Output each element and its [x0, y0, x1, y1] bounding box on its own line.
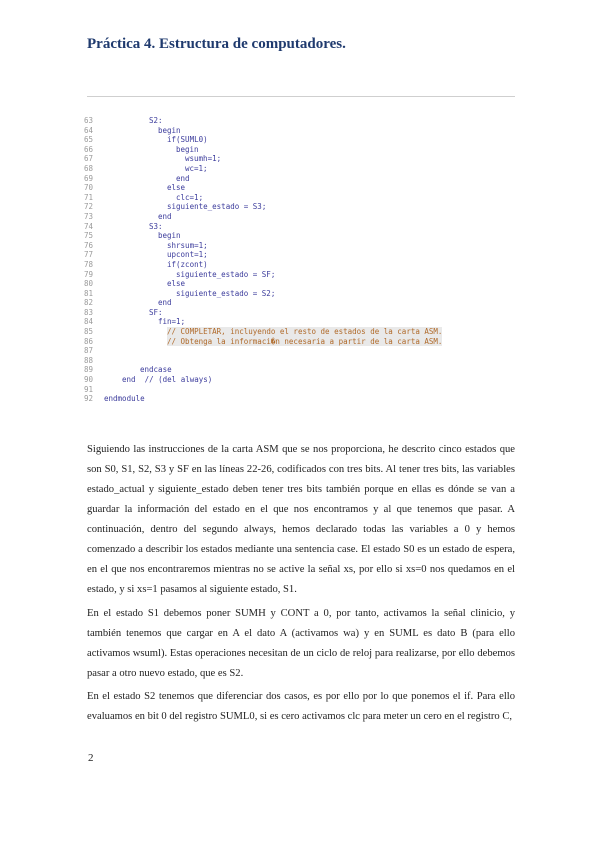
- code-line: [84, 327, 514, 337]
- code-text: SF:: [149, 307, 163, 317]
- code-line: [84, 116, 514, 126]
- line-number: 73: [84, 211, 94, 221]
- code-listing: [84, 116, 514, 404]
- code-text: endcase: [140, 365, 172, 375]
- code-text: S2:: [149, 116, 163, 125]
- code-text: if(SUML0): [167, 135, 208, 145]
- body-paragraph-3: En el estado S2 tenemos que diferenciar dos casos, es por ello por lo que ponemos el if. Para ello evaluamos en bit 0 del registro SUML0, si es cero activamos clc para meter un cero en el registro C,: [87, 691, 515, 722]
- code-line: [84, 250, 514, 260]
- line-number: 85: [84, 327, 94, 337]
- code-line: [84, 241, 514, 251]
- code-line: [84, 183, 514, 193]
- code-text: else: [167, 183, 186, 193]
- code-line: [84, 375, 514, 385]
- code-text: begin: [158, 231, 181, 241]
- code-line: [84, 202, 514, 212]
- line-number: 63: [84, 116, 94, 125]
- code-line: [84, 164, 514, 174]
- line-number: 79: [84, 269, 94, 279]
- code-text: fin=1;: [158, 317, 186, 327]
- code-line: [84, 317, 514, 327]
- line-number: 87: [84, 346, 94, 356]
- code-line: [84, 270, 514, 280]
- line-number: 68: [84, 163, 94, 173]
- code-text: shrsum=1;: [167, 240, 208, 250]
- line-number: 72: [84, 202, 94, 212]
- code-line: [84, 279, 514, 289]
- line-number: 64: [84, 125, 94, 135]
- code-line: [84, 231, 514, 241]
- line-number: 89: [84, 365, 94, 375]
- line-number: 69: [84, 173, 94, 183]
- line-number: 78: [84, 259, 94, 269]
- line-number: 65: [84, 135, 94, 145]
- code-line: [84, 308, 514, 318]
- page-number: 2: [88, 752, 94, 764]
- code-text: wc=1;: [185, 163, 208, 173]
- code-line: [84, 346, 514, 356]
- line-number: 77: [84, 250, 94, 260]
- code-text: end: [176, 173, 190, 183]
- code-line: [84, 385, 514, 395]
- code-text: siguiente_estado = S3;: [167, 202, 267, 212]
- line-number: 80: [84, 279, 94, 289]
- body-paragraph-2: En el estado S1 debemos poner SUMH y CONT a 0, por tanto, activamos la señal clinicio, y también tenemos que cargar en A el dato A (activamos wa) y en SUML es dato B (para ello activamos wsuml). Estas operaciones necesitan de un ciclo de reloj para realizarse, por ello debemos pasar a otro nuevo estado, que es S2.: [87, 608, 515, 679]
- line-number: 74: [84, 221, 94, 231]
- code-text: else: [167, 279, 186, 289]
- code-line: [84, 365, 514, 375]
- code-line: [84, 298, 514, 308]
- code-line: [84, 260, 514, 270]
- line-number: 84: [84, 317, 94, 327]
- body-paragraph-1: Siguiendo las instrucciones de la carta ASM que se nos proporciona, he descrito cinco estados que son S0, S1, S2, S3 y SF en las líneas 22-26, codificados con tres bits. Al tener tres bits, las variables estado_actual y siguiente_estado deben tener tres bits también porque en ellas es dónde se van a guardar la información del estado en el que nos encontramos y al que tenemos que pasar. A continuación, dentro del segundo always, hemos declarado todas las variables a 0 y hemos comenzado a describir los estados mediante una sentencia case. El estado S0 es un estado de espera, en el que nos encontraremos mientras no se active la señal xs, por ello si xs=0 nos quedamos en el estado, y si xs=1 pasamos al siguiente estado, S1.: [87, 444, 515, 595]
- line-number: 86: [84, 336, 94, 346]
- code-line: [84, 212, 514, 222]
- line-number: 82: [84, 298, 94, 308]
- code-text: end: [158, 211, 172, 221]
- code-line: [84, 356, 514, 366]
- line-number: 88: [84, 355, 94, 365]
- code-line: [84, 337, 514, 347]
- code-line: [84, 126, 514, 136]
- code-text: end // (del always): [122, 375, 213, 385]
- code-text: S3:: [149, 221, 163, 231]
- code-comment: // COMPLETAR, incluyendo el resto de estados de la carta ASM.: [167, 327, 443, 337]
- code-line: [84, 289, 514, 299]
- header-divider: [87, 96, 515, 97]
- code-line: [84, 154, 514, 164]
- code-text: begin: [176, 144, 199, 154]
- code-line: [84, 174, 514, 184]
- code-text: siguiente_estado = S2;: [176, 288, 276, 298]
- code-text: endmodule: [104, 394, 145, 404]
- code-line: [84, 193, 514, 203]
- line-number: 71: [84, 192, 94, 202]
- code-text: clc=1;: [176, 192, 204, 202]
- code-text: upcont=1;: [167, 250, 208, 260]
- line-number: 75: [84, 231, 94, 241]
- line-number: 92: [84, 394, 94, 404]
- line-number: 67: [84, 154, 94, 164]
- line-number: 81: [84, 288, 94, 298]
- code-line: [84, 135, 514, 145]
- code-text: wsumh=1;: [185, 154, 222, 164]
- code-text: end: [158, 298, 172, 308]
- line-number: 76: [84, 240, 94, 250]
- line-number: 83: [84, 307, 94, 317]
- line-number: 70: [84, 183, 94, 193]
- line-number: 91: [84, 384, 94, 394]
- line-number: 66: [84, 144, 94, 154]
- code-line: [84, 222, 514, 232]
- code-text: begin: [158, 125, 181, 135]
- code-line: [84, 145, 514, 155]
- code-comment: // Obtenga la informaci�n necesaria a partir de la carta ASM.: [167, 336, 443, 346]
- page-title: Práctica 4. Estructura de computadores.: [87, 36, 346, 52]
- line-number: 90: [84, 375, 94, 385]
- code-text: siguiente_estado = SF;: [176, 269, 276, 279]
- code-line: [84, 394, 514, 404]
- code-text: if(zcont): [167, 259, 208, 269]
